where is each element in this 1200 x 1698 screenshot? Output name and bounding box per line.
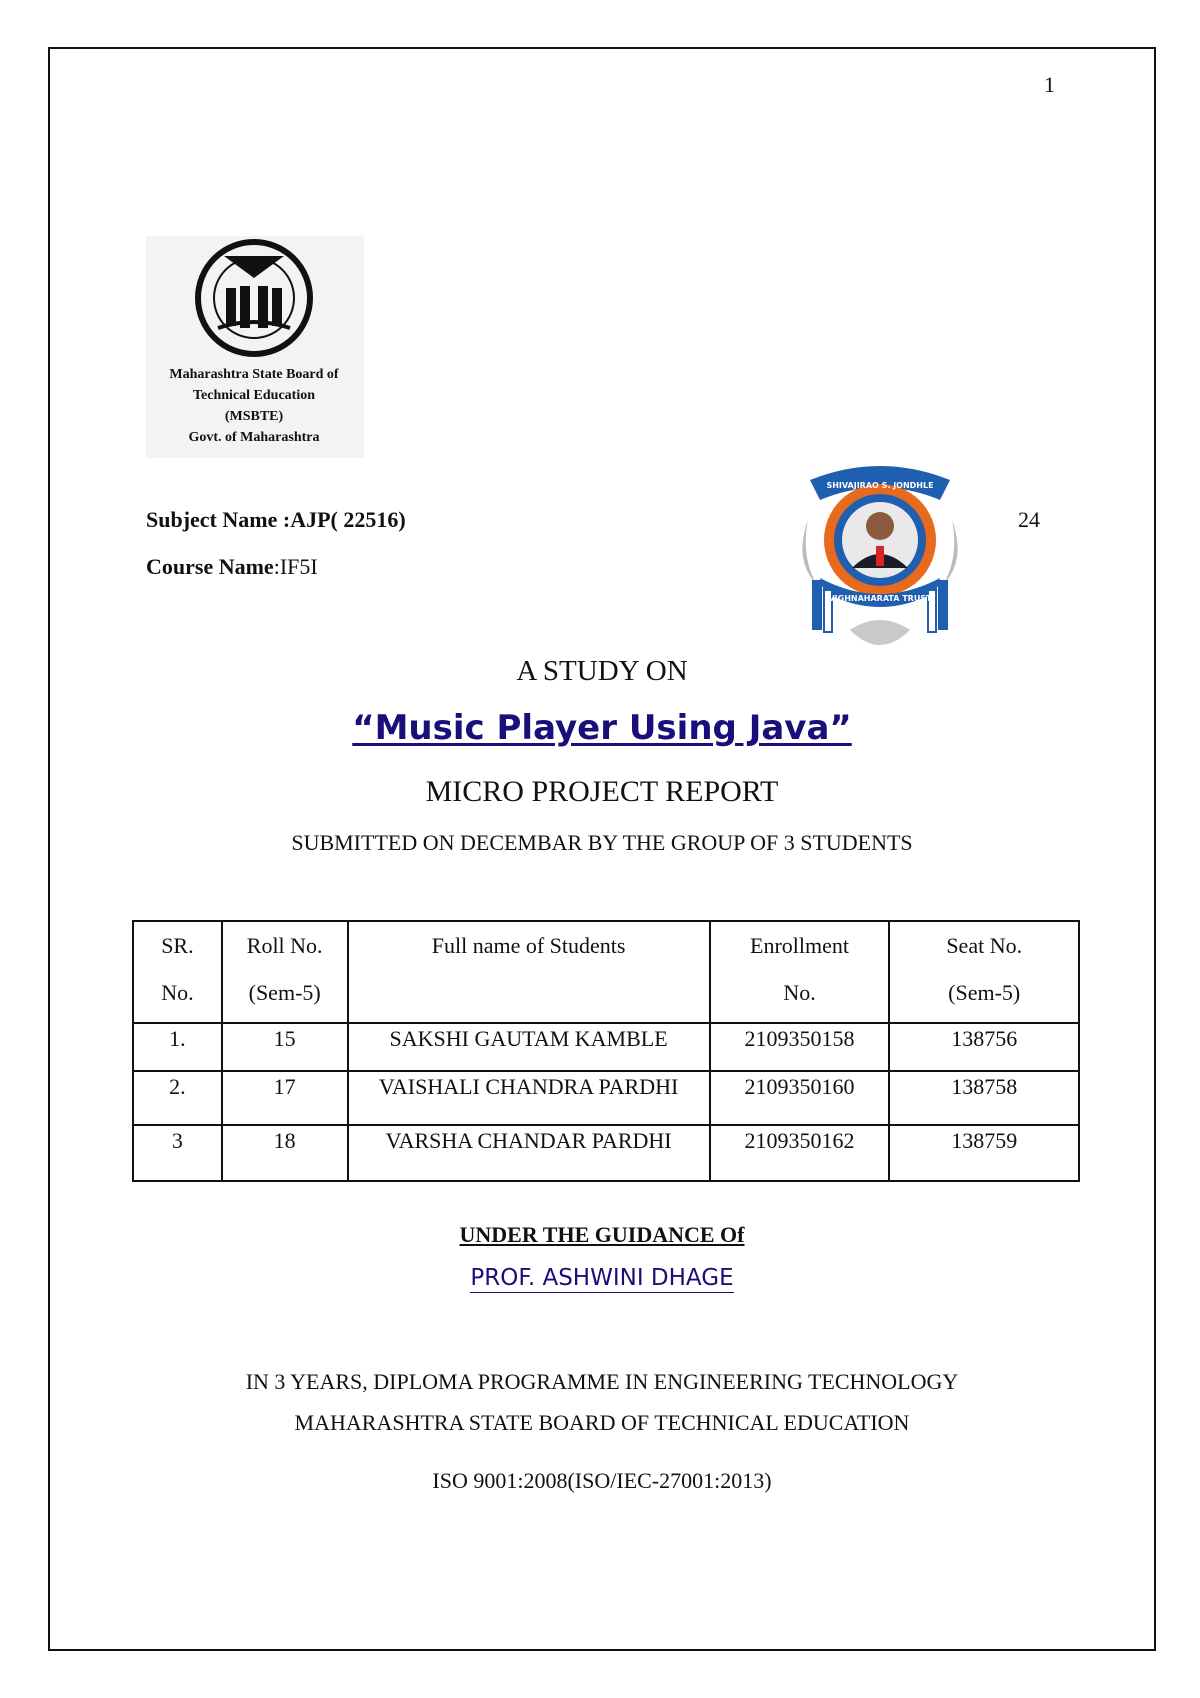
header-sr-no: SR. No. [133,921,222,1023]
table-header-row [133,921,1079,1023]
trust-emblem-top-text: SHIVAJIRAO S. JONDHLE [826,481,934,490]
submitted-line: SUBMITTED ON DECEMBAR BY THE GROUP OF 3 STUDENTS [291,830,913,855]
guide-name [48,1265,1156,1291]
cell-seat: 138759 [889,1125,1079,1181]
course-label: Course Name [146,554,274,579]
board-line: MAHARASHTRA STATE BOARD OF TECHNICAL EDUCATION [294,1410,910,1435]
page-number: 1 [1044,72,1055,97]
heading-study: A STUDY ON [516,655,688,687]
header-enrollment: Enrollment No. [710,921,890,1023]
subject-name: Subject Name :AJP( 22516) [146,507,406,532]
report-type: MICRO PROJECT REPORT [425,775,779,808]
cell-enrollment: 2109350160 [710,1071,890,1125]
cell-roll: 18 [222,1125,348,1181]
guidance-label: UNDER THE GUIDANCE Of [459,1222,745,1247]
course-name [146,554,318,580]
msbte-logo-line-3: (MSBTE) [224,409,284,424]
cell-roll: 17 [222,1071,348,1125]
header-full-name: Full name of Students [348,921,710,1023]
project-title-text: “Music Player Using Java” [352,708,852,748]
cell-sr: 3 [133,1125,222,1181]
header-roll-no: Roll No. (Sem-5) [222,921,348,1023]
cell-enrollment: 2109350158 [710,1023,890,1071]
msbte-logo-line-2: Technical Education [192,388,316,403]
cell-name: VARSHA CHANDAR PARDHI [348,1125,710,1181]
cell-name: SAKSHI GAUTAM KAMBLE [348,1023,710,1071]
project-title [48,708,1156,748]
cell-sr: 2. [133,1071,222,1125]
msbte-logo-line-4: Govt. of Maharashtra [188,430,320,445]
cell-sr: 1. [133,1023,222,1071]
program-line: IN 3 YEARS, DIPLOMA PROGRAMME IN ENGINEERING TECHNOLOGY [245,1369,959,1394]
cell-roll: 15 [222,1023,348,1071]
iso-line: ISO 9001:2008(ISO/IEC-27001:2013) [432,1468,772,1493]
header-seat-no: Seat No. (Sem-5) [889,921,1079,1023]
cell-enrollment: 2109350162 [710,1125,890,1181]
cell-name: VAISHALI CHANDRA PARDHI [348,1071,710,1125]
table-row [133,1125,1079,1181]
course-value: :IF5I [273,554,318,579]
trust-emblem [790,460,970,660]
table-row [133,1023,1079,1071]
cell-seat: 138758 [889,1071,1079,1125]
cell-seat: 138756 [889,1023,1079,1071]
msbte-logo [146,236,364,458]
guide-name-text: PROF. ASHWINI DHAGE [470,1265,734,1291]
trust-emblem-bottom-text: VIGHNAHARATA TRUST [828,594,932,603]
msbte-logo-line-1: Maharashtra State Board of [169,367,339,382]
table-row [133,1071,1079,1125]
date-fragment: 24 [1018,507,1040,532]
students-table [132,920,1080,1182]
